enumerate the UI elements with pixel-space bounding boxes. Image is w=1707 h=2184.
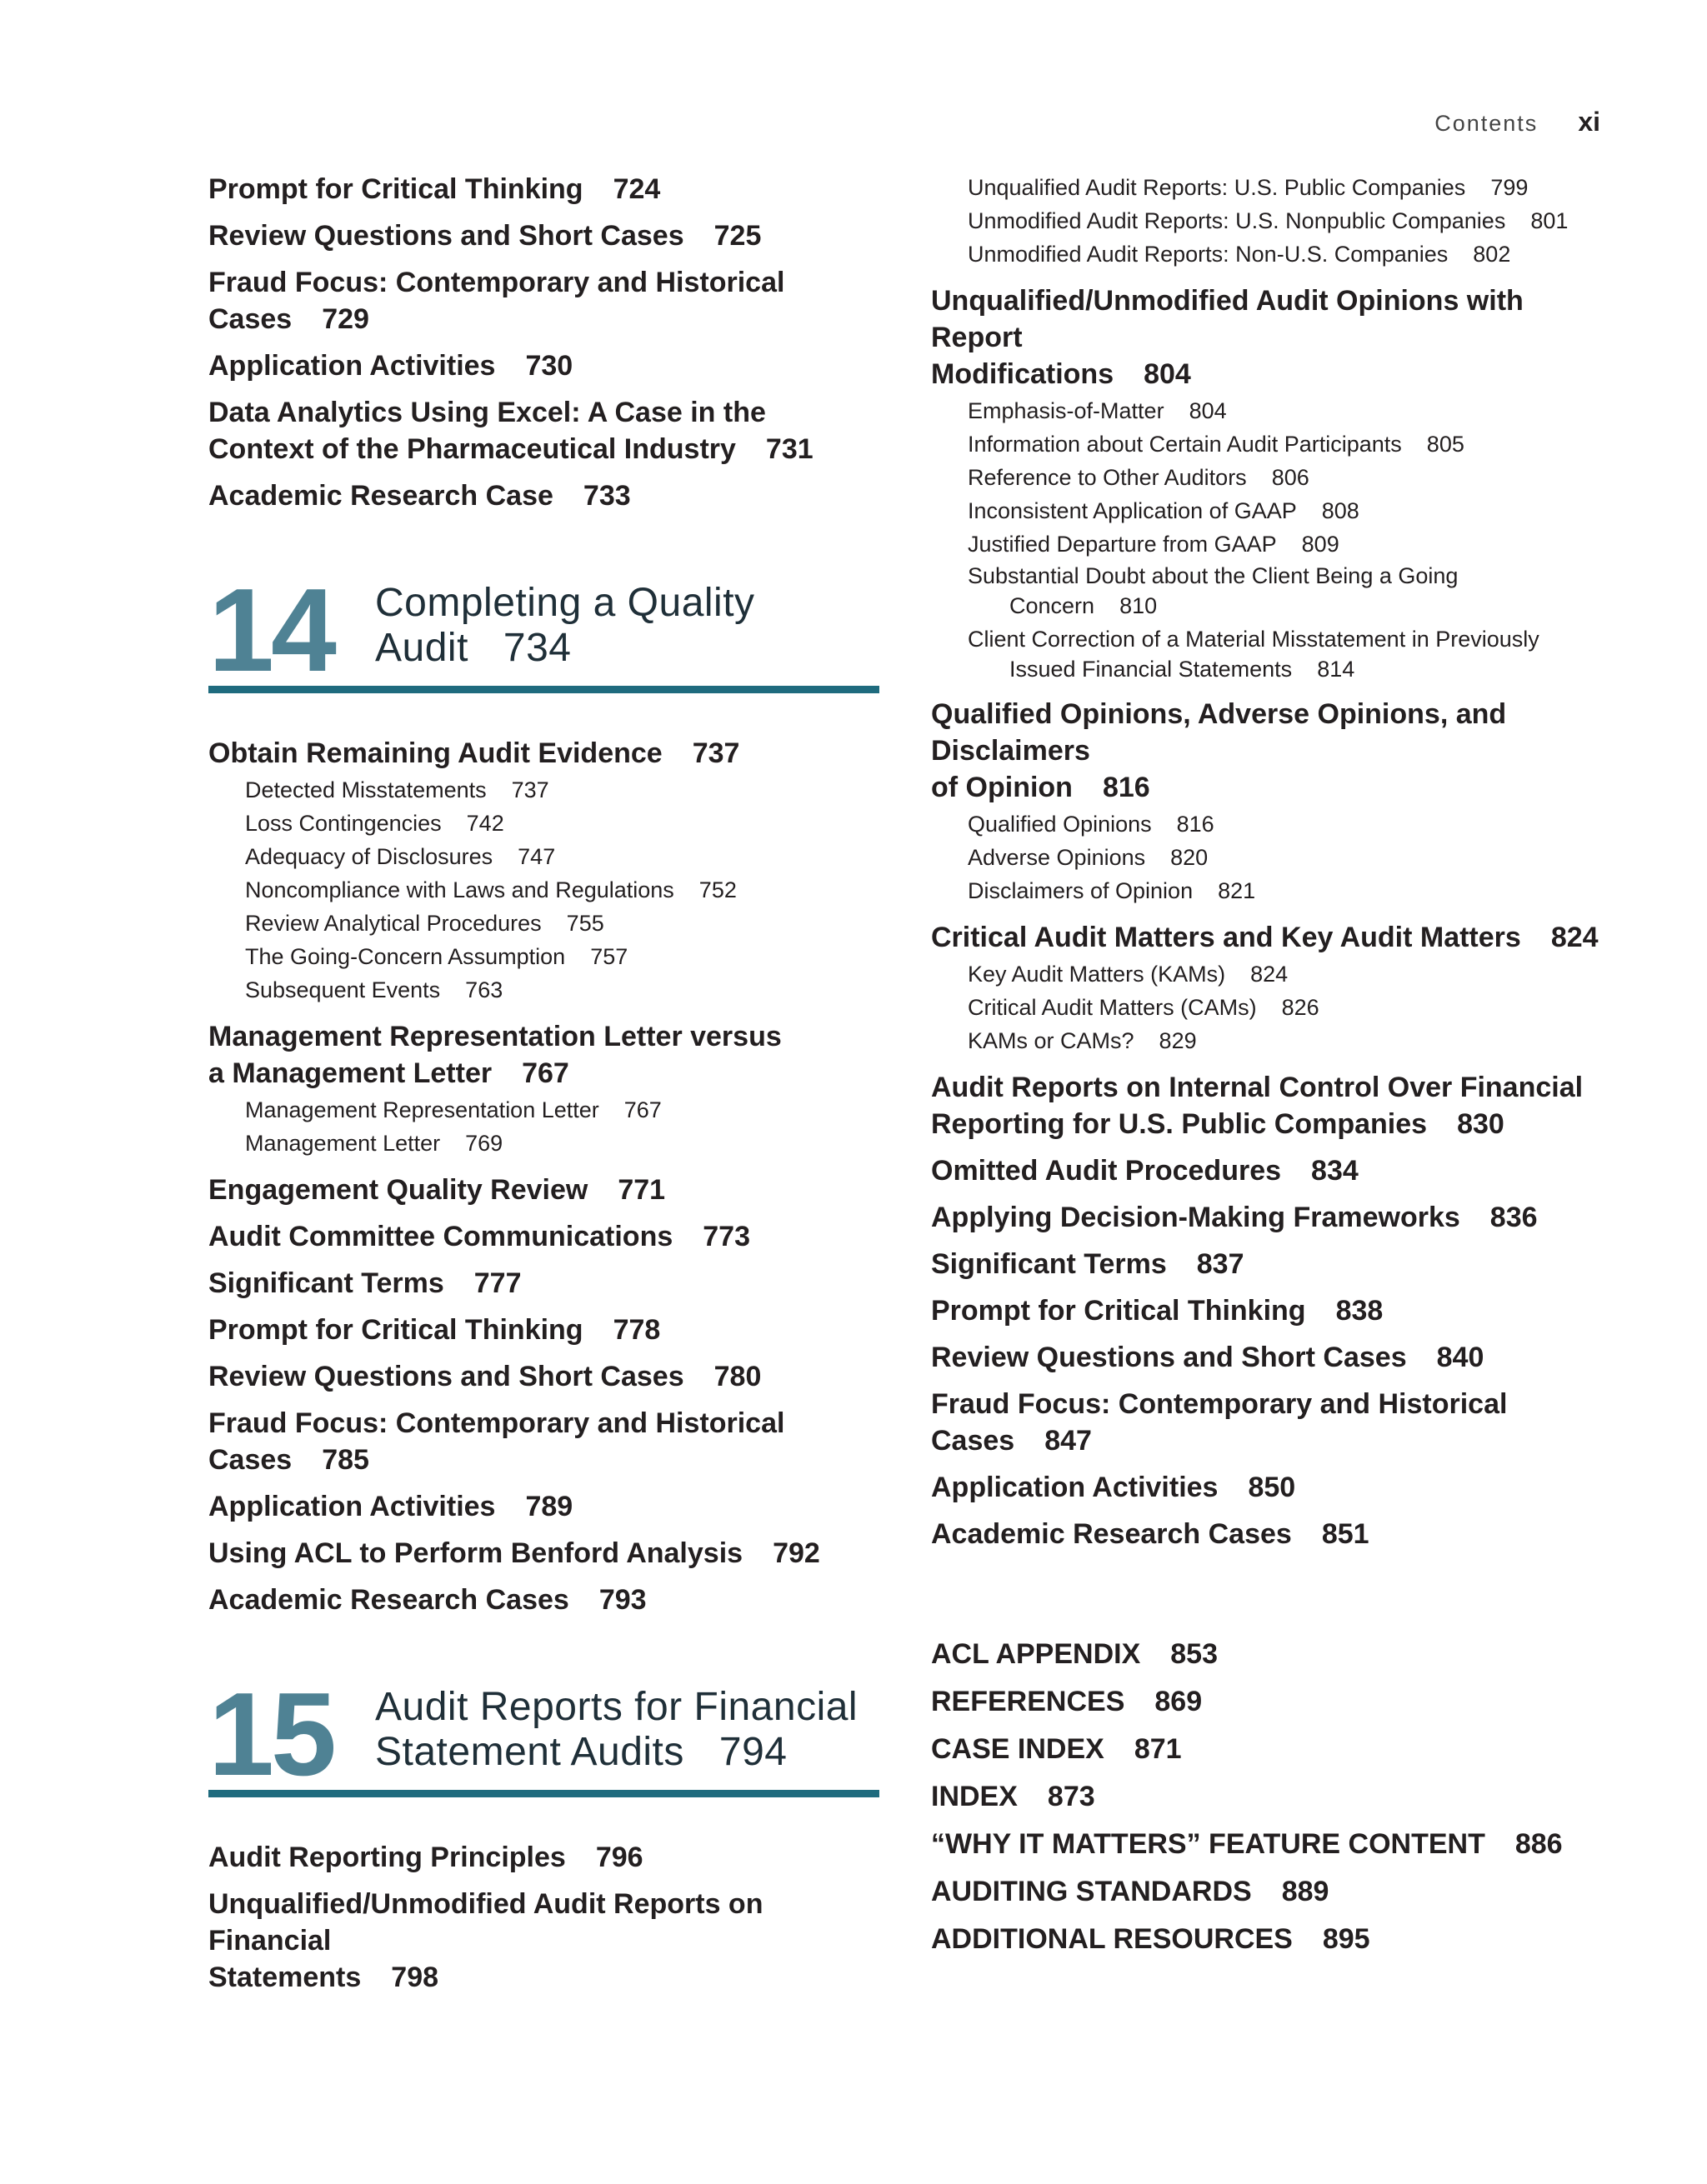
toc-entry[interactable]: Management Representation Letter versus a Management Letter 767: [208, 1021, 782, 1089]
toc-section: [931, 696, 1614, 907]
toc-entry[interactable]: Review Questions and Short Cases 725: [208, 220, 762, 252]
toc-subentry[interactable]: Critical Audit Matters (CAMs) 826: [968, 995, 1319, 1020]
toc-subentry[interactable]: Subsequent Events 763: [245, 977, 503, 1002]
toc-entry[interactable]: Omitted Audit Procedures 834: [931, 1155, 1359, 1187]
toc-subentry[interactable]: Unqualified Audit Reports: U.S. Public Companies 799: [968, 175, 1529, 200]
toc-right-column: [931, 171, 1614, 1968]
toc-subentry[interactable]: Reference to Other Auditors 806: [968, 465, 1309, 490]
toc-entry[interactable]: Data Analytics Using Excel: A Case in the Context of the Pharmaceutical Industry 731: [208, 397, 813, 465]
toc-entry[interactable]: Using ACL to Perform Benford Analysis 792: [208, 1537, 820, 1569]
toc-entry[interactable]: Application Activities 789: [208, 1491, 573, 1522]
toc-subentry[interactable]: Adverse Opinions 820: [968, 845, 1209, 870]
chapter-number: 14: [208, 564, 333, 697]
toc-entry[interactable]: Application Activities 850: [931, 1472, 1296, 1503]
toc-entry[interactable]: Prompt for Critical Thinking 724: [208, 173, 661, 205]
toc-entry[interactable]: Obtain Remaining Audit Evidence 737: [208, 737, 740, 769]
toc-subentry[interactable]: Disclaimers of Opinion 821: [968, 878, 1256, 903]
toc-subentry[interactable]: Management Representation Letter 767: [245, 1097, 662, 1122]
toc-entry[interactable]: Fraud Focus: Contemporary and Historical Cases 785: [208, 1407, 785, 1476]
chapter-number: 15: [208, 1668, 333, 1801]
toc-subentry[interactable]: Substantial Doubt about the Client Being a Going Concern 810: [968, 563, 1459, 618]
toc-section: [931, 919, 1614, 1057]
toc-left-column: [208, 171, 879, 2006]
chapter13-tail: [208, 171, 879, 514]
running-head: [1434, 107, 1600, 137]
chapter-15-heading[interactable]: [208, 1668, 879, 1801]
toc-section: [208, 1018, 879, 1160]
toc-entry[interactable]: Unqualified/Unmodified Audit Reports on Financial Statements 798: [208, 1888, 763, 1993]
toc-entry[interactable]: Critical Audit Matters and Key Audit Matters 824: [931, 922, 1599, 953]
toc-entry[interactable]: Audit Committee Communications 773: [208, 1221, 750, 1252]
toc-entry[interactable]: Review Questions and Short Cases 780: [208, 1361, 762, 1392]
toc-subentry[interactable]: Detected Misstatements 737: [245, 777, 549, 802]
chapter-title: Completing a Quality Audit 734: [375, 581, 755, 670]
toc-subentry[interactable]: Unmodified Audit Reports: U.S. Nonpublic Companies 801: [968, 208, 1569, 233]
toc-entry[interactable]: Academic Research Case 733: [208, 480, 631, 512]
toc-subentry[interactable]: Emphasis-of-Matter 804: [968, 398, 1227, 423]
toc-entry[interactable]: Application Activities 730: [208, 350, 573, 382]
toc-subentry[interactable]: Information about Certain Audit Participants 805: [968, 432, 1464, 457]
toc-entry[interactable]: Significant Terms 837: [931, 1248, 1244, 1280]
chapter-title: Audit Reports for Financial Statement Audits 794: [375, 1685, 859, 1774]
chapter14-rest: [208, 1172, 879, 1618]
toc-subentry[interactable]: Inconsistent Application of GAAP 808: [968, 498, 1359, 523]
toc-entry[interactable]: Qualified Opinions, Adverse Opinions, and Disclaimers of Opinion 816: [931, 698, 1507, 803]
toc-entry[interactable]: Audit Reports on Internal Control Over Financial Reporting for U.S. Public Companies 830: [931, 1072, 1584, 1140]
toc-section: [208, 735, 879, 1007]
toc-subentry[interactable]: Noncompliance with Laws and Regulations 752: [245, 877, 737, 902]
toc-entry[interactable]: AUDITING STANDARDS 889: [931, 1876, 1329, 1907]
toc-subentry[interactable]: KAMs or CAMs? 829: [968, 1028, 1197, 1053]
toc-entry[interactable]: ACL APPENDIX 853: [931, 1638, 1218, 1670]
toc-entry[interactable]: Prompt for Critical Thinking 838: [931, 1295, 1384, 1327]
toc-entry[interactable]: Academic Research Cases 793: [208, 1584, 647, 1616]
toc-section: [931, 282, 1614, 684]
toc-entry[interactable]: REFERENCES 869: [931, 1686, 1203, 1717]
toc-entry[interactable]: CASE INDEX 871: [931, 1733, 1182, 1765]
toc-entry[interactable]: Fraud Focus: Contemporary and Historical Cases 847: [931, 1388, 1508, 1457]
toc-section: [931, 171, 1614, 271]
toc-subentry[interactable]: Client Correction of a Material Misstatement in Previously Issued Financial Statements 814: [968, 627, 1539, 682]
toc-entry[interactable]: Applying Decision-Making Frameworks 836: [931, 1202, 1538, 1233]
back-matter: [931, 1636, 1614, 1957]
toc-entry[interactable]: ADDITIONAL RESOURCES 895: [931, 1923, 1370, 1955]
toc-entry[interactable]: Review Questions and Short Cases 840: [931, 1342, 1484, 1373]
toc-entry[interactable]: INDEX 873: [931, 1781, 1095, 1812]
toc-subentry[interactable]: Qualified Opinions 816: [968, 812, 1214, 837]
toc-entry[interactable]: Fraud Focus: Contemporary and Historical Cases 729: [208, 267, 785, 335]
toc-entry[interactable]: Prompt for Critical Thinking 778: [208, 1314, 661, 1346]
toc-entry[interactable]: Unqualified/Unmodified Audit Opinions with Report Modifications 804: [931, 285, 1524, 390]
toc-entry[interactable]: Audit Reporting Principles 796: [208, 1842, 643, 1873]
toc-subentry[interactable]: Review Analytical Procedures 755: [245, 911, 604, 936]
toc-subentry[interactable]: The Going-Concern Assumption 757: [245, 944, 628, 969]
chapter-14-heading[interactable]: [208, 564, 879, 697]
page-number: xi: [1578, 107, 1600, 137]
toc-subentry[interactable]: Justified Departure from GAAP 809: [968, 532, 1339, 557]
toc-subentry[interactable]: Management Letter 769: [245, 1131, 503, 1156]
toc-subentry[interactable]: Adequacy of Disclosures 747: [245, 844, 556, 869]
toc-entry[interactable]: Engagement Quality Review 771: [208, 1174, 666, 1206]
toc-subentry[interactable]: Loss Contingencies 742: [245, 811, 504, 836]
toc-entry[interactable]: “WHY IT MATTERS” FEATURE CONTENT 886: [931, 1828, 1563, 1860]
toc-subentry[interactable]: Unmodified Audit Reports: Non-U.S. Companies 802: [968, 242, 1511, 267]
toc-entry[interactable]: Academic Research Cases 851: [931, 1518, 1369, 1550]
toc-entry[interactable]: Significant Terms 777: [208, 1267, 522, 1299]
toc-subentry[interactable]: Key Audit Matters (KAMs) 824: [968, 962, 1289, 987]
running-head-section: Contents: [1434, 111, 1539, 136]
